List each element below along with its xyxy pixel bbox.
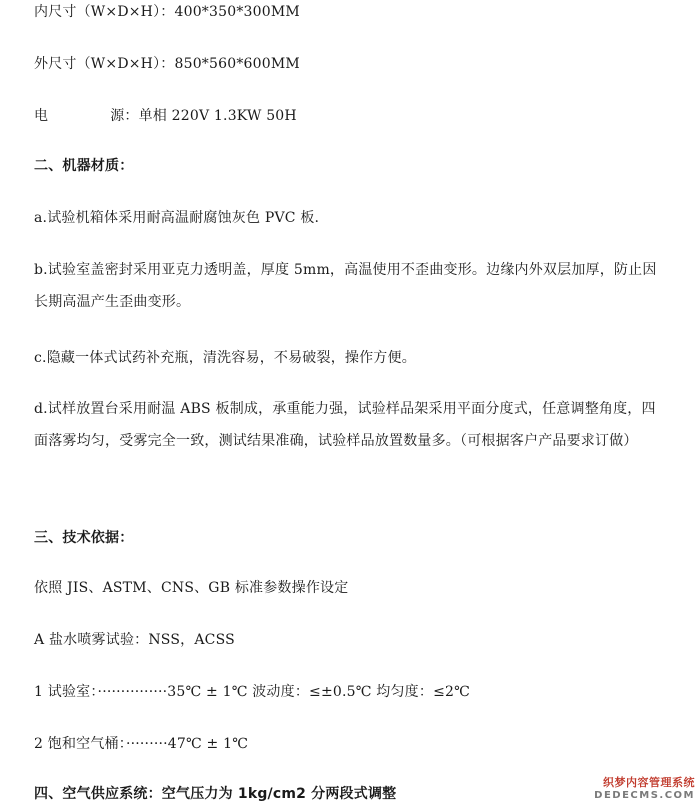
spec-power-label: 电 — [34, 108, 49, 124]
material-item-b: b.试验室盖密封采用亚克力透明盖，厚度 5mm，高温使用不歪曲变形。边缘内外双层加厚，防止因长期高温产生歪曲变形。 — [34, 262, 657, 310]
watermark-logo — [573, 776, 695, 806]
technical-test-a: A 盐水喷雾试验：NSS，ACSS — [34, 632, 235, 648]
technical-chamber: 1 试验室：···············35℃ ± 1℃ 波动度：≤±0.5℃ 均匀度：≤2℃ — [34, 684, 470, 700]
spec-power-value: 源：单相 220V 1.3KW 50H — [110, 108, 297, 124]
spec-power — [34, 108, 674, 124]
watermark-line-2: DEDECMS.COM — [594, 790, 695, 801]
section-heading-materials: 二、机器材质： — [34, 158, 134, 174]
spec-outer-size: 外尺寸（W×D×H）：850*560*600MM — [34, 56, 300, 72]
material-item-d: d.试样放置台采用耐温 ABS 板制成，承重能力强，试验样品架采用平面分度式，任意调整角度，四面落雾均匀，受雾完全一致，测试结果准确，试验样品放置数量多。（可根据客户产品要求订做） — [34, 401, 656, 449]
spec-inner-size: 内尺寸（W×D×H）：400*350*300MM — [34, 4, 300, 20]
technical-standards: 依照 JIS、ASTM、CNS、GB 标准参数操作设定 — [34, 580, 349, 596]
material-item-c: c.隐藏一体式试药补充瓶，清洗容易，不易破裂，操作方便。 — [34, 350, 416, 366]
section-heading-air-supply: 四、空气供应系统：空气压力为 1kg/cm2 分两段式调整 — [34, 786, 397, 802]
material-item-a: a.试验机箱体采用耐高温耐腐蚀灰色 PVC 板. — [34, 210, 320, 226]
watermark-line-1: 织梦内容管理系统 — [603, 776, 695, 789]
section-heading-technical: 三、技术依据： — [34, 530, 134, 546]
technical-saturated-bucket: 2 饱和空气桶：·········47℃ ± 1℃ — [34, 736, 249, 752]
